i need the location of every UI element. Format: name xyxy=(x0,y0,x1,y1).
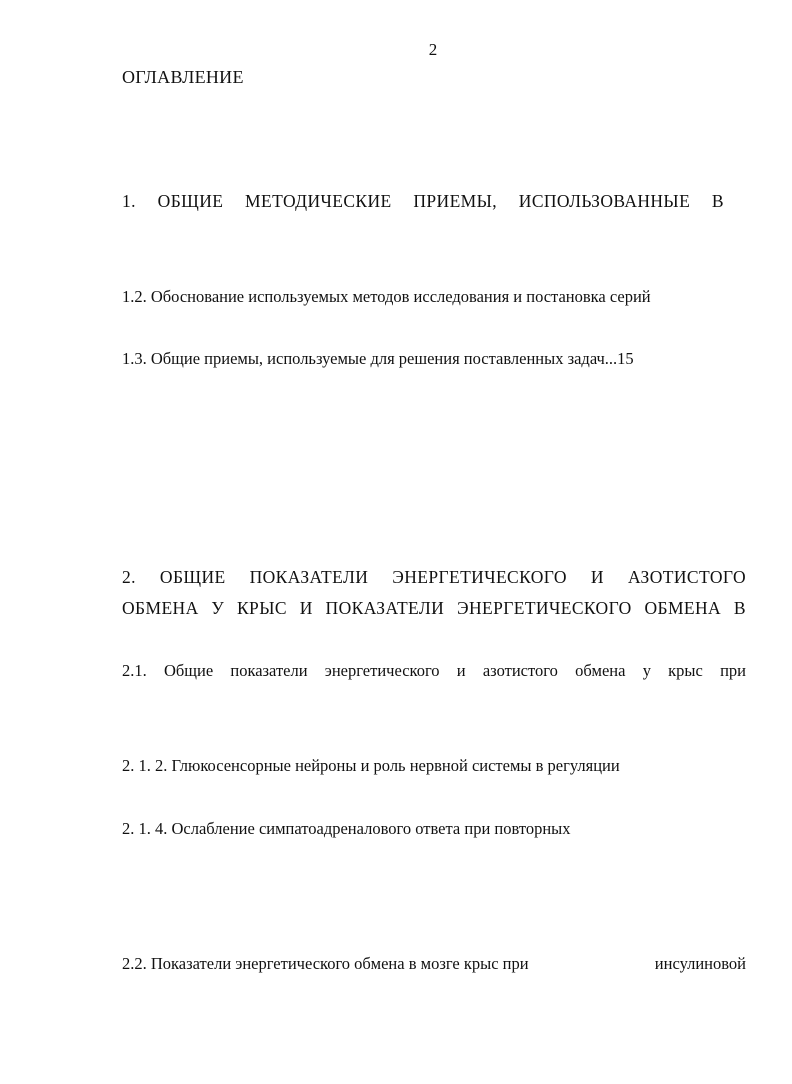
toc-entry-2-1-2-line1[interactable]: 2. 1. 2. Глюкосенсорные нейроны и роль нервной системы в регуляции xyxy=(122,756,620,775)
toc-entry-2-1-4-line1[interactable]: 2. 1. 4. Ослабление симпатоадреналового ответа при повторных xyxy=(122,819,571,838)
page-number: 2 xyxy=(428,40,438,59)
toc-entry-section-2-line1[interactable]: 2. ОБЩИЕ ПОКАЗАТЕЛИ ЭНЕРГЕТИЧЕСКОГО И АЗОТИСТОГО xyxy=(122,567,746,587)
toc-entry-2-1-line1[interactable]: 2.1. Общие показатели энергетического и азотистого обмена у крыс при xyxy=(122,661,746,680)
toc-entry-section-1-line1[interactable]: 1. ОБЩИЕ МЕТОДИЧЕСКИЕ ПРИЕМЫ, ИСПОЛЬЗОВАННЫЕ В xyxy=(122,191,724,211)
toc-heading: ОГЛАВЛЕНИЕ xyxy=(122,67,244,87)
toc-entry-section-2-line2[interactable]: ОБМЕНА У КРЫС И ПОКАЗАТЕЛИ ЭНЕРГЕТИЧЕСКОГО ОБМЕНА В xyxy=(122,598,746,618)
toc-entry-1-2-line1[interactable]: 1.2. Обоснование используемых методов исследования и постановка серий xyxy=(122,287,651,306)
toc-entry-1-3[interactable]: 1.3. Общие приемы, используемые для решения поставленных задач...15 xyxy=(122,349,634,368)
toc-entry-2-2-line1[interactable]: 2.2. Показатели энергетического обмена в мозге крыс при инсулиновой xyxy=(122,954,746,973)
